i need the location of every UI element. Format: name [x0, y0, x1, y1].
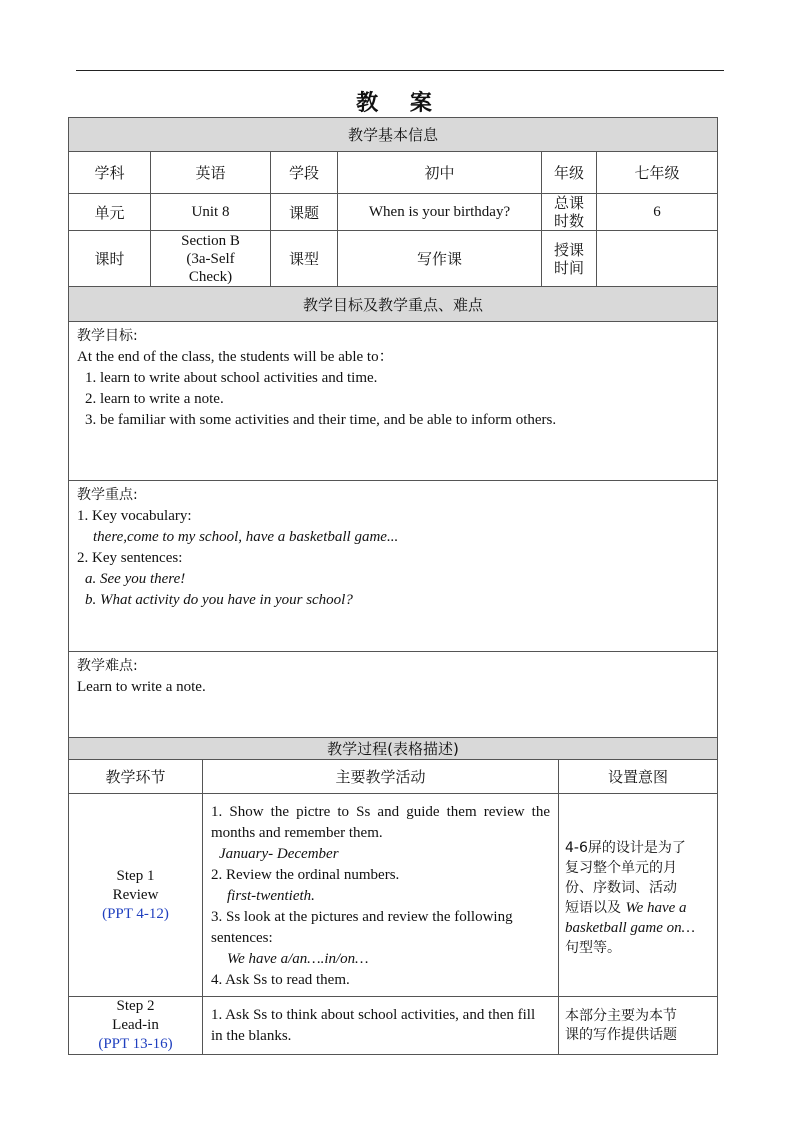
lesson-plan-sheet: [68, 117, 717, 1055]
period-value-line3: Check): [188, 268, 233, 285]
objective-item: 1. learn to write about school activities and time.: [85, 370, 378, 386]
difficulty-label: 教学难点:: [77, 658, 138, 674]
step1-activities: [203, 794, 559, 997]
col-stage-header: 教学环节: [69, 760, 203, 794]
total-periods-label-line2: 时数: [553, 212, 584, 230]
total-periods-value: 6: [597, 194, 718, 231]
step1-name: Step 1: [116, 867, 155, 884]
intent-line: 课的写作提供话题: [565, 1027, 677, 1043]
key-sentences-label: 2. Key sentences:: [77, 550, 183, 566]
intent-line: basketball game on…: [565, 920, 695, 936]
stage-label: 学段: [271, 152, 338, 194]
teaching-time-label-line2: 时间: [553, 258, 584, 277]
grade-label: 年级: [542, 152, 597, 194]
objectives-intro: At the end of the class, the students will be able to：: [77, 349, 394, 365]
keypoints-label: 教学重点:: [77, 487, 138, 503]
key-vocab-label: 1. Key vocabulary:: [77, 508, 192, 524]
difficulty-cell: [69, 652, 718, 738]
process-table: [68, 737, 718, 1055]
lesson-type-label: 课型: [271, 231, 338, 287]
unit-label: 单元: [69, 194, 151, 231]
step2-name: Step 2: [116, 998, 155, 1014]
activity-item: 1. Show the pictre to Ss and guide them review the months and remember them.: [211, 804, 550, 841]
period-label: 课时: [69, 231, 151, 287]
objective-item: 2. learn to write a note.: [85, 391, 224, 407]
subject-value: 英语: [151, 152, 271, 194]
topic-label: 课题: [271, 194, 338, 231]
teaching-time-value: [597, 231, 718, 287]
step1-title: Review: [112, 886, 159, 903]
total-periods-label-line1: 总课: [553, 194, 584, 212]
activity-example: We have a/an….in/on…: [227, 951, 369, 967]
unit-value: Unit 8: [151, 194, 271, 231]
intent-line: 份、序数词、活动: [565, 880, 677, 896]
step2-intent: [559, 997, 718, 1055]
key-sentence-a: a. See you there!: [85, 571, 186, 587]
period-value: [151, 231, 271, 287]
basic-info-header: 教学基本信息: [69, 118, 718, 152]
basic-info-table: [68, 117, 718, 738]
grade-value: 七年级: [597, 152, 718, 194]
intent-line: 4-6屏的设计是为了: [565, 840, 686, 856]
period-value-line2: (3a-Self: [186, 250, 235, 267]
intent-line: [565, 898, 711, 918]
document-title: 教 案: [356, 91, 444, 116]
step1-stage: [69, 794, 203, 997]
subject-label: 学科: [69, 152, 151, 194]
objectives-label: 教学目标:: [77, 328, 138, 344]
stage-value: 初中: [338, 152, 542, 194]
difficulty-text: Learn to write a note.: [77, 679, 206, 695]
objective-item: 3. be familiar with some activities and their time, and be able to inform others.: [85, 412, 557, 428]
teaching-time-label-line1: 授课: [553, 240, 584, 259]
step1-intent: [559, 794, 718, 997]
lesson-type-value: 写作课: [338, 231, 542, 287]
top-rule: [76, 70, 724, 71]
period-value-line1: Section B: [181, 232, 240, 249]
step2-activities: [203, 997, 559, 1055]
intent-line: 句型等。: [565, 940, 621, 956]
col-activity-header: 主要教学活动: [203, 760, 559, 794]
col-intent-header: 设置意图: [559, 760, 718, 794]
step2-stage: [69, 997, 203, 1055]
objectives-cell: [69, 322, 718, 481]
total-periods-label: [542, 194, 597, 231]
activity-item: 1. Ask Ss to think about school activities, and then fill in the blanks.: [211, 1007, 536, 1044]
teaching-time-label: [542, 231, 597, 287]
keypoints-cell: [69, 481, 718, 652]
intent-line: 复习整个单元的月: [565, 860, 677, 876]
activity-item: 3. Ss look at the pictures and review the following sentences:: [211, 909, 513, 946]
activity-example: first-twentieth.: [227, 888, 315, 904]
step2-title: Lead-in: [112, 1017, 159, 1033]
step1-ppt: (PPT 4-12): [102, 905, 169, 922]
intent-line-en: We have a: [625, 900, 687, 916]
activity-example: January- December: [219, 846, 339, 862]
process-header: 教学过程(表格描述): [69, 738, 718, 760]
intent-line-cn: 短语以及: [565, 900, 621, 916]
activity-item: 2. Review the ordinal numbers.: [211, 867, 400, 883]
topic-value: When is your birthday?: [338, 194, 542, 231]
intent-line: 本部分主要为本节: [565, 1008, 677, 1024]
activity-item: 4. Ask Ss to read them.: [211, 972, 350, 988]
key-vocab: there,come to my school, have a basketball game...: [93, 529, 399, 545]
goals-header: 教学目标及教学重点、难点: [69, 287, 718, 322]
step2-ppt: (PPT 13-16): [98, 1036, 173, 1052]
key-sentence-b: b. What activity do you have in your school?: [85, 592, 353, 608]
